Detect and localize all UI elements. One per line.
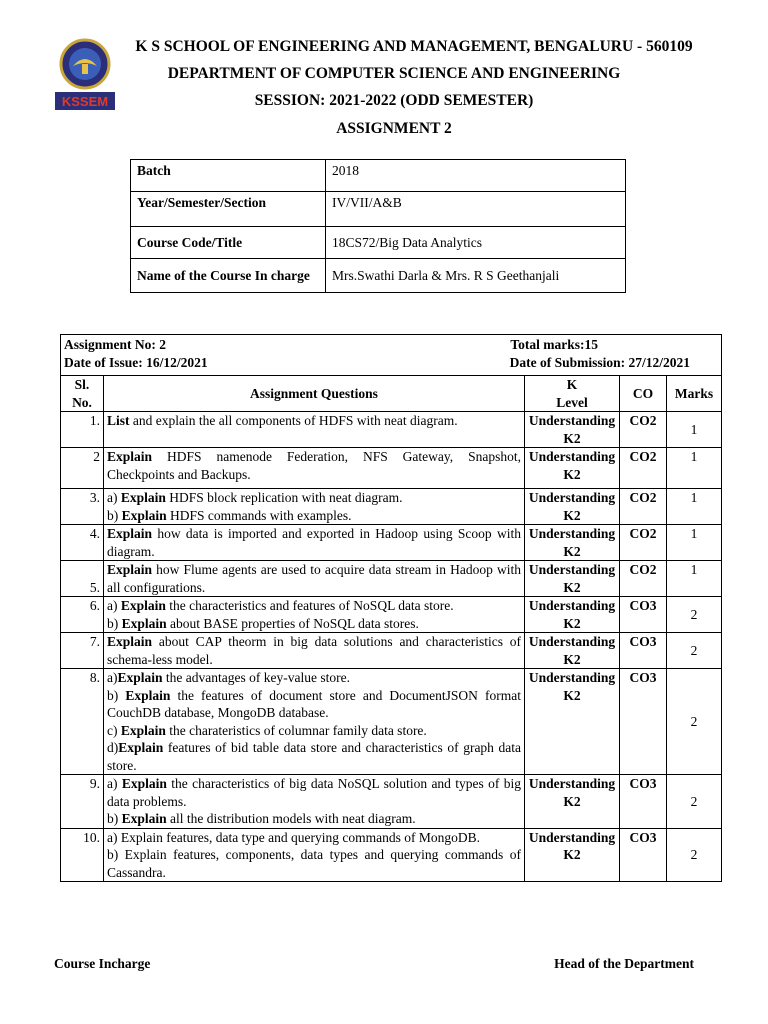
question-fragment: a) (107, 776, 122, 791)
meta-row (61, 335, 722, 376)
question-line (107, 687, 521, 722)
question-keyword: Explain (121, 615, 167, 631)
question-fragment: a) (107, 490, 121, 505)
info-row (131, 192, 626, 227)
k-level: Understanding K2 (525, 561, 620, 597)
logo-text: KSSEM (61, 94, 109, 109)
question-row (61, 669, 722, 775)
question-text (104, 525, 525, 561)
question-row (61, 561, 722, 597)
question-number: 2 (61, 448, 104, 489)
course-incharge-label: Course Incharge (54, 956, 151, 971)
questions-body (61, 412, 722, 882)
question-line (107, 829, 521, 847)
question-keyword: Explain (118, 740, 164, 755)
marks: 2 (667, 633, 722, 669)
question-keyword: Explain (107, 449, 153, 464)
question-number: 4. (61, 525, 104, 561)
course-info-table (130, 159, 626, 293)
col-co: CO (620, 376, 667, 412)
question-fragment: how Flume agents are used to acquire data stream in Hadoop with all configurations. (107, 562, 521, 595)
question-line (107, 810, 521, 828)
col-marks: Marks (667, 376, 722, 412)
question-fragment: HDFS namenode Federation, NFS Gateway, Snapshot, Checkpoints and Backups. (107, 449, 521, 482)
question-fragment: a) Explain features, data type and querying commands of MongoDB. (107, 829, 481, 845)
course-outcome: CO3 (620, 775, 667, 829)
question-number: 3. (61, 489, 104, 525)
k-level: Understanding K2 (525, 525, 620, 561)
marks: 2 (667, 597, 722, 633)
question-line (107, 739, 521, 774)
assignment-title: ASSIGNMENT 2 (336, 120, 452, 137)
info-key: Batch (131, 160, 326, 192)
institution-name: K S SCHOOL OF ENGINEERING AND MANAGEMENT, BENGALURU - 560109 (135, 38, 693, 55)
info-row (131, 227, 626, 259)
question-row (61, 489, 722, 525)
question-fragment: b) Explain features, components, data types and querying commands of Cassandra. (107, 847, 521, 880)
col-k-level: K Level (525, 376, 620, 412)
info-row (131, 259, 626, 293)
course-outcome: CO2 (620, 489, 667, 525)
question-line (107, 633, 521, 668)
total-marks: Total marks:15 (510, 337, 598, 352)
marks: 2 (667, 669, 722, 775)
marks: 2 (667, 828, 722, 882)
k-level: Understanding K2 (525, 775, 620, 829)
question-fragment: c) (107, 722, 121, 738)
question-keyword: List (107, 413, 130, 428)
question-fragment: HDFS commands with examples. (166, 507, 352, 523)
question-fragment: the features of document store and DocumentJSON format CouchDB database, MongoDB database. (107, 687, 521, 720)
course-outcome: CO3 (620, 669, 667, 775)
question-keyword: Explain (107, 526, 153, 541)
k-level: Understanding K2 (525, 633, 620, 669)
question-fragment: features of bid table data store and characteristics of graph data store. (107, 740, 521, 773)
col-sl-no: Sl. No. (61, 376, 104, 412)
course-outcome: CO2 (620, 412, 667, 448)
question-number: 1. (61, 412, 104, 448)
course-outcome: CO3 (620, 633, 667, 669)
question-fragment: b) (107, 507, 122, 523)
marks: 1 (667, 561, 722, 597)
question-row (61, 448, 722, 489)
course-outcome: CO2 (620, 448, 667, 489)
question-number: 9. (61, 775, 104, 829)
question-keyword: Explain (120, 598, 166, 613)
question-line (107, 489, 521, 507)
question-text (104, 828, 525, 882)
question-keyword: Explain (121, 507, 167, 523)
question-text (104, 775, 525, 829)
question-line (107, 412, 521, 430)
department-name: DEPARTMENT OF COMPUTER SCIENCE AND ENGINEERING (167, 65, 621, 82)
question-line (107, 669, 521, 687)
info-key: Year/Semester/Section (131, 192, 326, 227)
marks: 1 (667, 489, 722, 525)
k-level: Understanding K2 (525, 828, 620, 882)
question-fragment: the charateristics of columnar family data store. (165, 722, 427, 738)
question-line (107, 722, 521, 740)
question-line (107, 561, 521, 596)
question-keyword: Explain (121, 811, 167, 826)
course-outcome: CO3 (620, 597, 667, 633)
question-line (107, 597, 521, 615)
question-text (104, 633, 525, 669)
question-line (107, 525, 521, 560)
head-of-department-label: Head of the Department (554, 956, 694, 971)
question-fragment: about BASE properties of NoSQL data stores. (166, 615, 419, 631)
question-fragment: d) (107, 740, 119, 755)
course-outcome: CO2 (620, 525, 667, 561)
info-value: 18CS72/Big Data Analytics (326, 227, 626, 259)
question-text (104, 448, 525, 489)
question-number: 10. (61, 828, 104, 882)
question-fragment: how data is imported and exported in Hadoop using Scoop with diagram. (107, 526, 521, 559)
question-row (61, 597, 722, 633)
question-row (61, 775, 722, 829)
question-line (107, 615, 521, 633)
question-fragment: a) (107, 598, 121, 613)
info-value: 2018 (326, 160, 626, 192)
info-key: Course Code/Title (131, 227, 326, 259)
question-row (61, 828, 722, 882)
question-line (107, 775, 521, 810)
date-of-submission: Date of Submission: 27/12/2021 (509, 354, 690, 370)
course-outcome: CO3 (620, 828, 667, 882)
question-keyword: Explain (107, 562, 153, 577)
marks: 2 (667, 775, 722, 829)
k-level: Understanding K2 (525, 597, 620, 633)
k-level: Understanding K2 (525, 448, 620, 489)
question-text (104, 489, 525, 525)
info-key: Name of the Course In charge (131, 259, 326, 293)
col-assignment-questions: Assignment Questions (104, 376, 525, 412)
k-level: Understanding K2 (525, 412, 620, 448)
question-keyword: Explain (121, 776, 167, 791)
assignment-number: Assignment No: 2 (64, 337, 167, 352)
question-fragment: b) (107, 615, 122, 631)
question-number: 7. (61, 633, 104, 669)
info-row (131, 160, 626, 192)
question-line (107, 846, 521, 881)
k-level: Understanding K2 (525, 669, 620, 775)
k-level: Understanding K2 (525, 489, 620, 525)
question-keyword: Explain (120, 490, 166, 505)
question-fragment: a) (107, 670, 118, 685)
question-fragment: about CAP theorm in big data solutions and characteristics of schema-less model. (107, 634, 521, 667)
question-keyword: Explain (120, 722, 166, 738)
info-value: IV/VII/A&B (326, 192, 626, 227)
column-header-row (61, 376, 722, 412)
question-fragment: b) (107, 811, 122, 826)
marks: 1 (667, 412, 722, 448)
question-fragment: all the distribution models with neat diagram. (166, 811, 416, 826)
question-fragment: and explain the all components of HDFS with neat diagram. (129, 413, 458, 428)
question-fragment: the advantages of key-value store. (162, 670, 350, 685)
question-keyword: Explain (125, 687, 171, 703)
marks: 1 (667, 525, 722, 561)
question-text (104, 412, 525, 448)
question-keyword: Explain (117, 670, 163, 685)
question-line (107, 448, 521, 483)
assignment-table (60, 334, 722, 882)
question-fragment: the characteristics and features of NoSQL data store. (165, 598, 454, 613)
question-row (61, 412, 722, 448)
question-fragment: the characteristics of big data NoSQL solution and types of big data problems. (107, 776, 521, 809)
question-row (61, 633, 722, 669)
question-number: 6. (61, 597, 104, 633)
date-of-issue: Date of Issue: 16/12/2021 (64, 354, 208, 370)
question-keyword: Explain (107, 634, 153, 649)
info-value: Mrs.Swathi Darla & Mrs. R S Geethanjali (326, 259, 626, 293)
question-text (104, 669, 525, 775)
question-fragment: HDFS block replication with neat diagram. (165, 490, 403, 505)
question-text (104, 597, 525, 633)
session-title: SESSION: 2021-2022 (ODD SEMESTER) (254, 92, 534, 109)
question-fragment: b) (107, 687, 126, 703)
question-number: 8. (61, 669, 104, 775)
question-row (61, 525, 722, 561)
question-text (104, 561, 525, 597)
course-outcome: CO2 (620, 561, 667, 597)
question-number: 5. (61, 561, 104, 597)
question-line (107, 507, 521, 525)
marks: 1 (667, 448, 722, 489)
